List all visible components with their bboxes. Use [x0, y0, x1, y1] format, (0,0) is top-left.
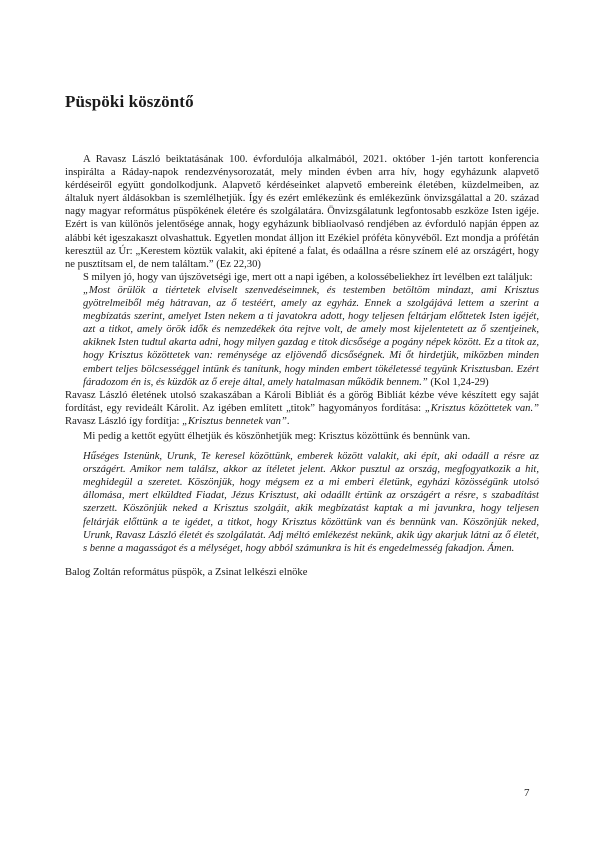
translation-text-1: Ravasz László életének utolsó szakaszában a Károli Bibliát és a görög Bibliát kézbe véve készített egy saját fordítást, egy revideált Károlit. Az igében említett „titok” hagyományos fordítása: [65, 389, 539, 414]
page-number: 7 [524, 787, 530, 799]
translation-quote-2: „Krisztus bennetek van” [182, 415, 287, 427]
intro-paragraph: A Ravasz László beiktatásának 100. évfordulója alkalmából, 2021. október 1-jén tartott konferencia inspirálta a Ráday-napok rendezvénysorozatát, mely minden évben arra hív, hogy egyházunk alapvető kérdéseiről együtt gondolkodjunk. Alapvető kérdéseinket alapvető embereink életében, küzdelmeiben, az általuk nyert áldásokban is szemlélhetjük. Így és ezért emlékezünk és emlékezünk önvizsgálattal a 20. század nagy magyar református püspökének életére és szolgálatára. Önvizsgálatunk legfontosabb eszköze Isten igéje. Ezért is van különös jelentősége annak, hogy egyházunk bibliaolvasó rendjében az évforduló napján éppen az alábbi két igeszakaszt olvashattuk. Egyetlen mondat álljon itt Ezékiel próféta könyvéből. Ezt mondja a prófétán keresztül az Úr: „Kerestem köztük valakit, aki építené a falat, és odaállna a résre színem elé az országért, hogy ne pusztítsam el, de nem találtam.” (Ez 22,30) [65, 154, 539, 270]
prayer-paragraph: Hűséges Istenünk, Urunk, Te keresel közöttünk, emberek között valakit, aki épít, aki odaáll a résre az országért. Amikor nem találsz, akkor az ítéletet jelent. Akkor pusztul az ország, megfogyatkozik a hit, meghidegül a szeretet. Köszönjük, hogy mégsem ez a mi emberi életünk, egyházi közösségünk utolsó állomása, mert elküldted Fiadat, Jézus Krisztust, aki odaállt értünk az országért a résre, s szabadítást szerzett. Köszönjük neked a Krisztus szolgáit, akik megbízatást kaptak a mi javunkra, hogy teljesen feltárják előttünk a te igédet, a titkot, hogy Krisztus közöttünk van és bennünk van. Köszönjük neked, Urunk, Ravasz László életét és szolgálatát. Adj méltó emlékezést nekünk, akik úgy akarjuk látni az ő életét, s benne a magasságot és a mélységet, hogy abból számunkra is hit és engedelmesség fakadjon. Ámen. [83, 451, 539, 554]
translation-paragraph [65, 389, 539, 428]
scripture-quote [65, 284, 539, 389]
translation-quote-1: „Krisztus közöttetek van.” [424, 402, 539, 414]
translation-text-2: Ravasz László így fordítja: [65, 415, 183, 427]
lead-in-paragraph: S milyen jó, hogy van újszövetségi ige, mert ott a napi igében, a kolossébeliekhez írt levélben ezt találjuk: [83, 271, 533, 283]
conclusion-paragraph: Mi pedig a kettőt együtt élhetjük és köszönhetjük meg: Krisztus közöttünk és bennünk van. [83, 430, 471, 442]
scripture-reference: (Kol 1,24-29) [427, 376, 489, 388]
article-body [65, 153, 539, 579]
scripture-quote-text: „Most örülök a tiértetek elviselt szenvedéseimnek, és testemben betöltöm mindazt, ami Krisztus gyötrelmeiből még hátravan, az ő testéért, amely az egyház. Ennek a szolgájává lettem a szerint a megbízatás szerint, amelyet Isten nekem a ti javatokra adott, hogy teljesen feltárjam előttetek Isten igéjét, azt a titkot, amely örök idők és nemzedékek óta rejtve volt, de amely most kijelentetett az ő szentjeinek, akiknek Isten tudtul akarta adni, hogy milyen gazdag e titok dicsősége a pogány népek között. Ez a titok az, hogy Krisztus közöttetek van: reménysége az eljövendő dicsőségnek. Mi őt hirdetjük, miközben minden embert teljes bölcsességgel intünk és tanítunk, hogy minden embert tökéletessé tegyünk Krisztusban. Ezért fáradozom én is, és küzdök az ő ereje által, amely hatalmasan működik bennem.” [83, 284, 539, 388]
signature-line: Balog Zoltán református püspök, a Zsinat lelkészi elnöke [65, 566, 308, 578]
translation-text-3: . [286, 415, 290, 427]
page-title: Püspöki köszöntő [65, 92, 194, 111]
